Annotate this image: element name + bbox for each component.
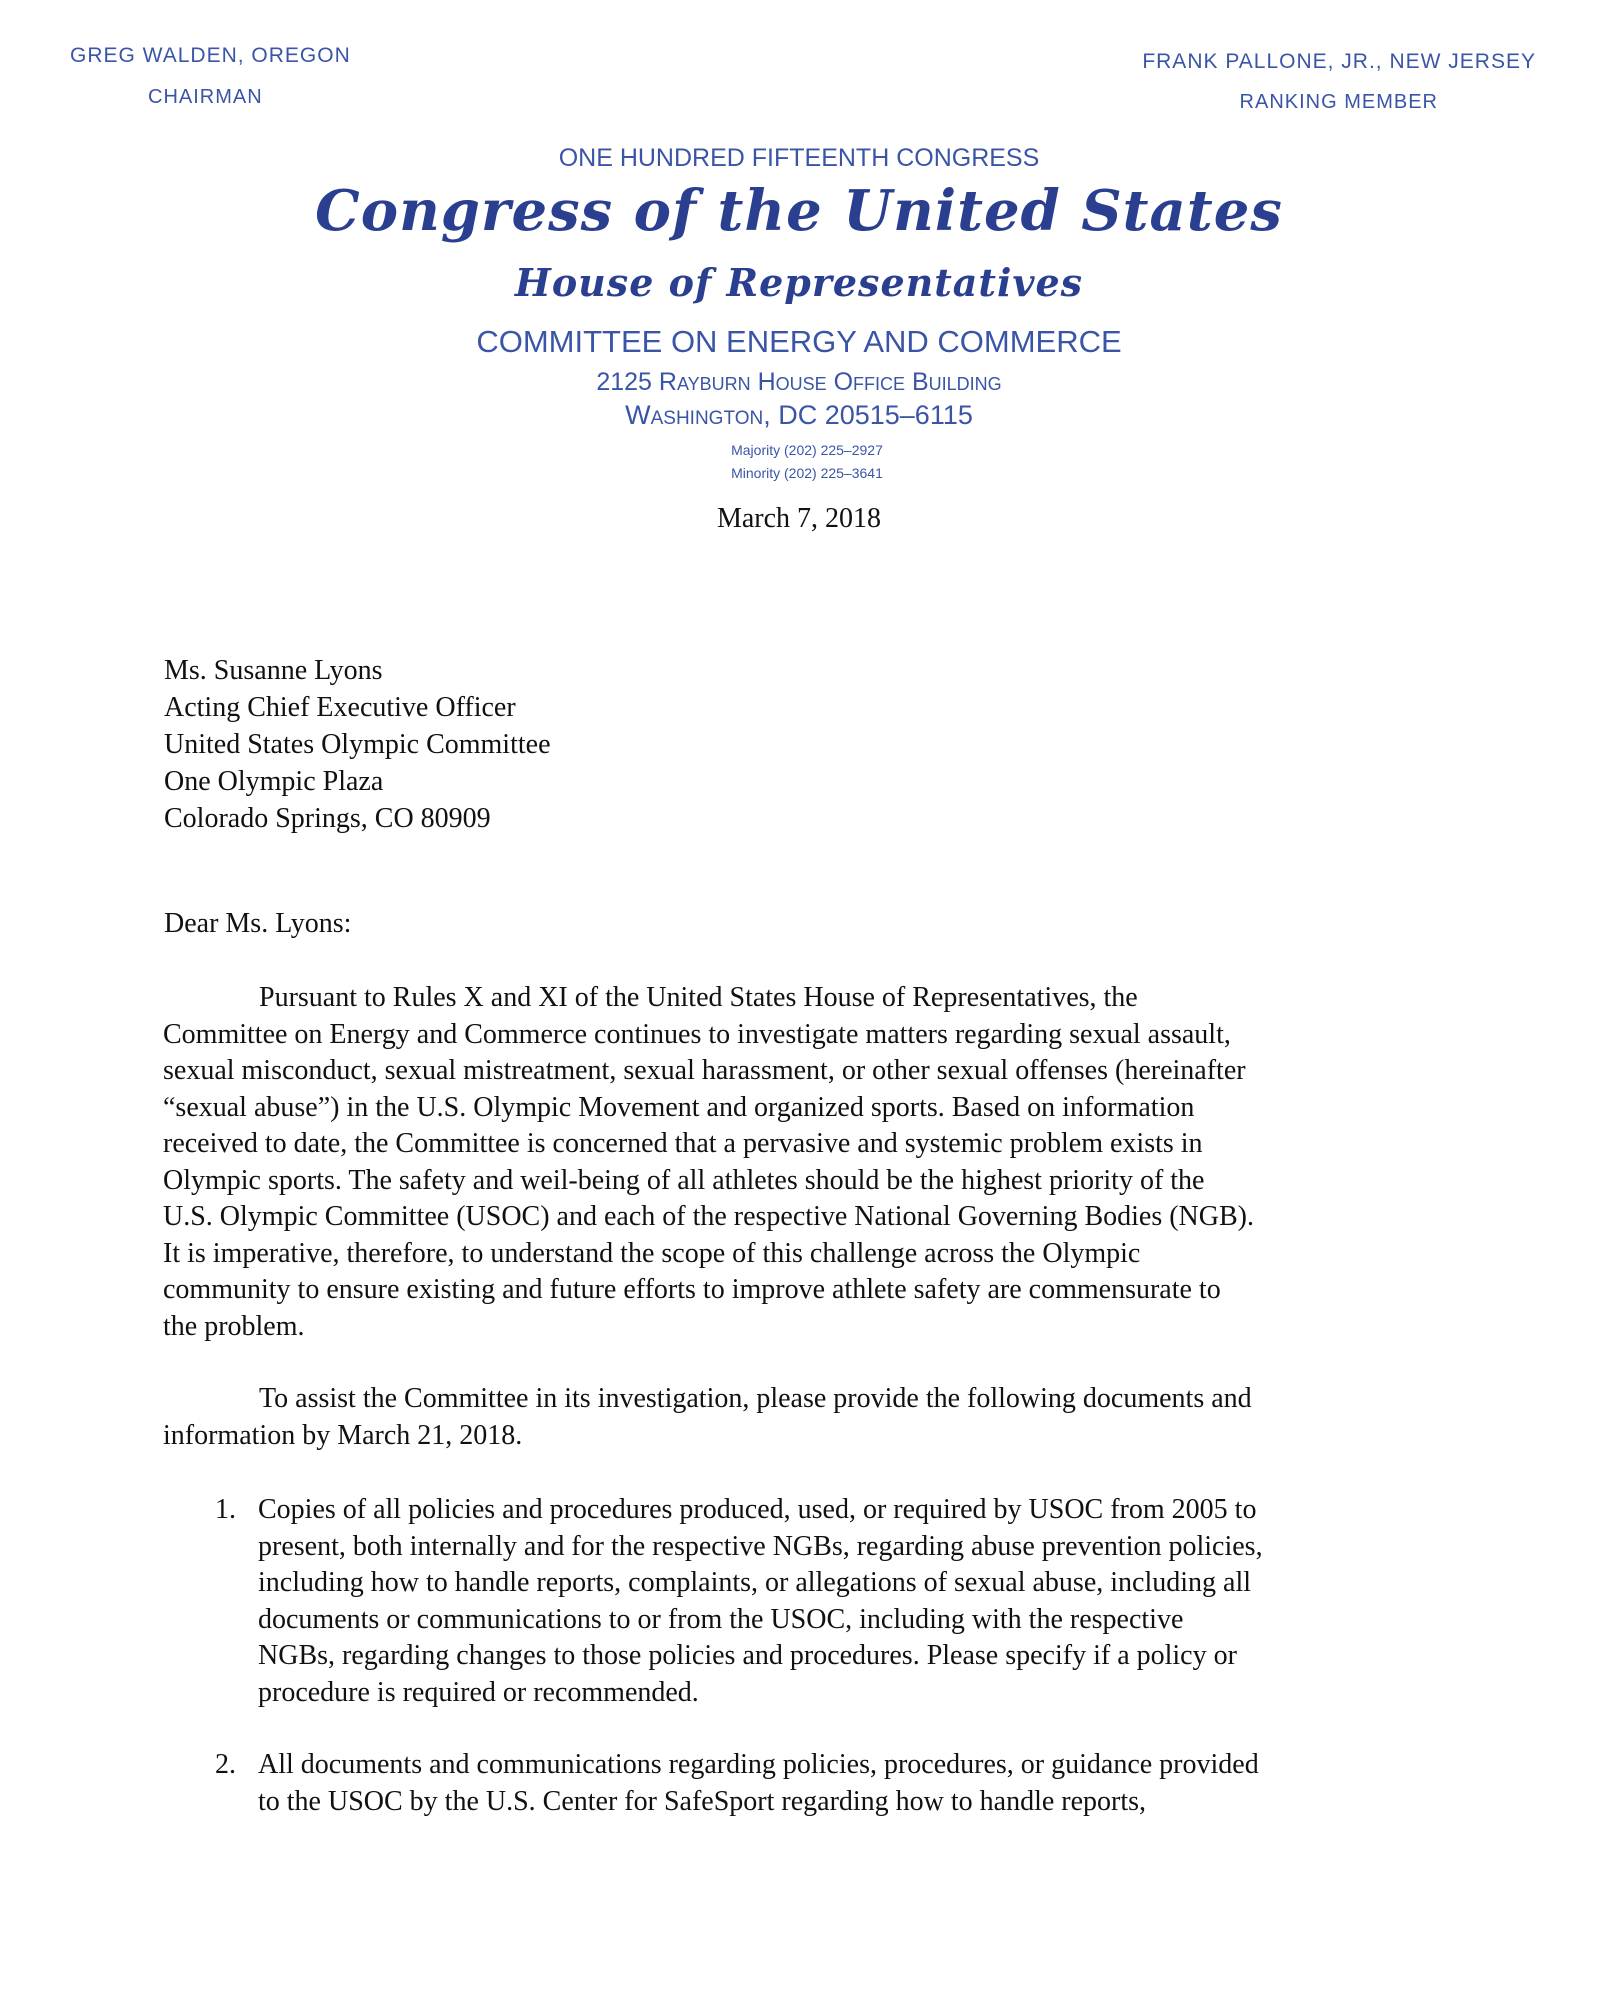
chairman-title: CHAIRMAN: [148, 86, 263, 108]
item-number: 2.: [215, 1749, 236, 1780]
item-line: including how to handle reports, complaints, or allegations of sexual abuse, including all: [258, 1567, 1252, 1598]
committee-name: COMMITTEE ON ENERGY AND COMMERCE: [476, 324, 1122, 359]
paragraph-line: Committee on Energy and Commerce continues to investigate matters regarding sexual assault,: [163, 1018, 1231, 1050]
request-item-1: [200, 1492, 1414, 1711]
addressee-line: Ms. Susanne Lyons: [164, 655, 383, 686]
paragraph-line: received to date, the Committee is concerned that a pervasive and systemic problem exists in: [163, 1128, 1203, 1159]
item-line: procedure is required or recommended.: [258, 1676, 699, 1708]
body-paragraph-1: [163, 980, 1413, 1345]
chairman-name: GREG WALDEN, OREGON: [70, 44, 351, 67]
addressee-block: [164, 652, 551, 837]
item-line: present, both internally and for the respective NGBs, regarding abuse prevention policies,: [258, 1530, 1263, 1562]
address-line-1: 2125 Rayburn House Office Building: [596, 368, 1002, 396]
addressee-line: United States Olympic Committee: [164, 729, 551, 760]
item-line: NGBs, regarding changes to those policies and procedures. Please specify if a policy or: [258, 1640, 1237, 1671]
phone-minority: Minority (202) 225–3641: [731, 465, 883, 481]
addressee-line: Colorado Springs, CO 80909: [164, 803, 491, 834]
ranking-member-title: RANKING MEMBER: [1239, 91, 1438, 113]
paragraph-line: U.S. Olympic Committee (USOC) and each of the respective National Governing Bodies (NGB).: [163, 1201, 1254, 1232]
paragraph-line: Olympic sports. The safety and weil-being of all athletes should be the highest priority of the: [163, 1164, 1205, 1196]
letter-date: March 7, 2018: [716, 503, 882, 534]
paragraph-line: To assist the Committee in its investigation, please provide the following documents and: [259, 1383, 1252, 1414]
item-number: 1.: [215, 1494, 236, 1525]
paragraph-line: “sexual abuse”) in the U.S. Olympic Movement and organized sports. Based on information: [163, 1091, 1195, 1123]
item-line: documents or communications to or from the USOC, including with the respective: [258, 1603, 1184, 1635]
addressee-line: One Olympic Plaza: [164, 766, 384, 797]
phone-majority: Majority (202) 225–2927: [731, 442, 883, 458]
item-line: Copies of all policies and procedures produced, used, or required by USOC from 2005 to: [258, 1494, 1257, 1525]
paragraph-line: It is imperative, therefore, to understand the scope of this challenge across the Olympic: [163, 1237, 1141, 1269]
addressee-line: Acting Chief Executive Officer: [164, 692, 516, 723]
house-title: House of Representatives: [514, 260, 1084, 305]
salutation: Dear Ms. Lyons:: [164, 908, 352, 939]
paragraph-line: the problem.: [163, 1310, 305, 1342]
paragraph-line: community to ensure existing and future efforts to improve athlete safety are commensurate to: [163, 1274, 1221, 1305]
body-paragraph-2: [163, 1381, 1413, 1454]
congress-title: Congress of the United States: [315, 178, 1283, 244]
congress-number: ONE HUNDRED FIFTEENTH CONGRESS: [558, 144, 1040, 172]
paragraph-line: information by March 21, 2018.: [163, 1419, 523, 1451]
item-line: All documents and communications regarding policies, procedures, or guidance provided: [258, 1749, 1259, 1780]
address-line-2: Washington, DC 20515–6115: [625, 400, 973, 430]
request-item-2: [200, 1747, 1414, 1820]
item-line: to the USOC by the U.S. Center for SafeSport regarding how to handle reports,: [258, 1785, 1147, 1817]
ranking-member-name: FRANK PALLONE, JR., NEW JERSEY: [1142, 50, 1536, 73]
paragraph-line: Pursuant to Rules X and XI of the United States House of Representatives, the: [259, 982, 1138, 1013]
paragraph-line: sexual misconduct, sexual mistreatment, sexual harassment, or other sexual offenses (hereinafter: [163, 1055, 1246, 1086]
